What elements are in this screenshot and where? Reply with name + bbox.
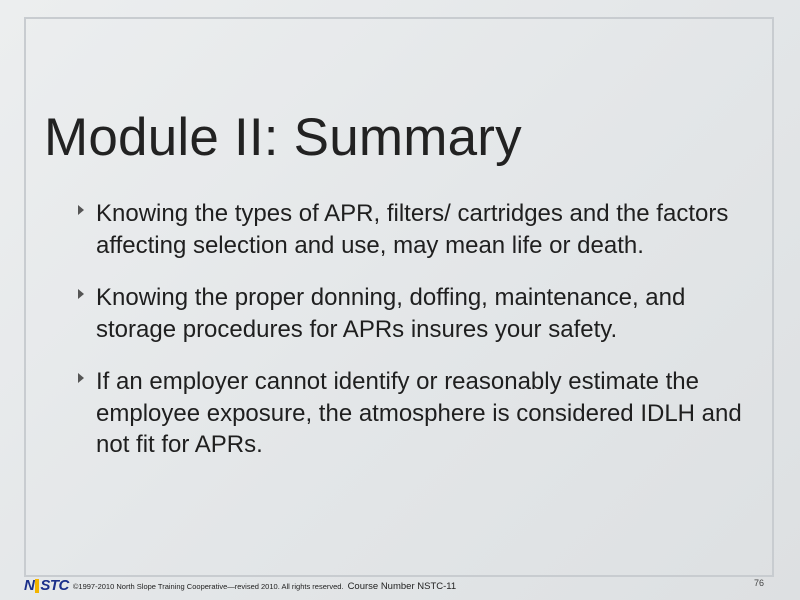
bullet-text: If an employer cannot identify or reasonably estimate the employee exposure, the atmosphere is considered IDLH and not fit for APRs. xyxy=(96,368,742,458)
slide-footer xyxy=(24,576,456,596)
nstc-logo xyxy=(24,578,69,594)
page-number: 76 xyxy=(753,578,764,588)
triangle-bullet-icon xyxy=(78,205,84,215)
bullet-list xyxy=(76,198,756,482)
bullet-text: Knowing the types of APR, filters/ cartridges and the factors affecting selection and use, may mean life or death. xyxy=(96,200,729,259)
logo-letter: C xyxy=(58,577,69,594)
logo-letter: N xyxy=(24,577,35,594)
triangle-bullet-icon xyxy=(78,289,84,299)
course-number: Course Number NSTC-11 xyxy=(347,580,457,592)
logo-accent-bar xyxy=(35,579,39,593)
copyright-text: ©1997-2010 North Slope Training Cooperative—revised 2010. All rights reserved. xyxy=(72,581,344,591)
bullet-item xyxy=(76,198,756,261)
bullet-text: Knowing the proper donning, doffing, maintenance, and storage procedures for APRs insures your safety. xyxy=(96,284,686,343)
slide-title: Module II: Summary xyxy=(44,107,522,167)
logo-letter: S xyxy=(40,577,50,594)
bullet-item xyxy=(76,366,756,461)
triangle-bullet-icon xyxy=(78,373,84,383)
logo-letter: T xyxy=(49,577,59,594)
bullet-item xyxy=(76,282,756,345)
